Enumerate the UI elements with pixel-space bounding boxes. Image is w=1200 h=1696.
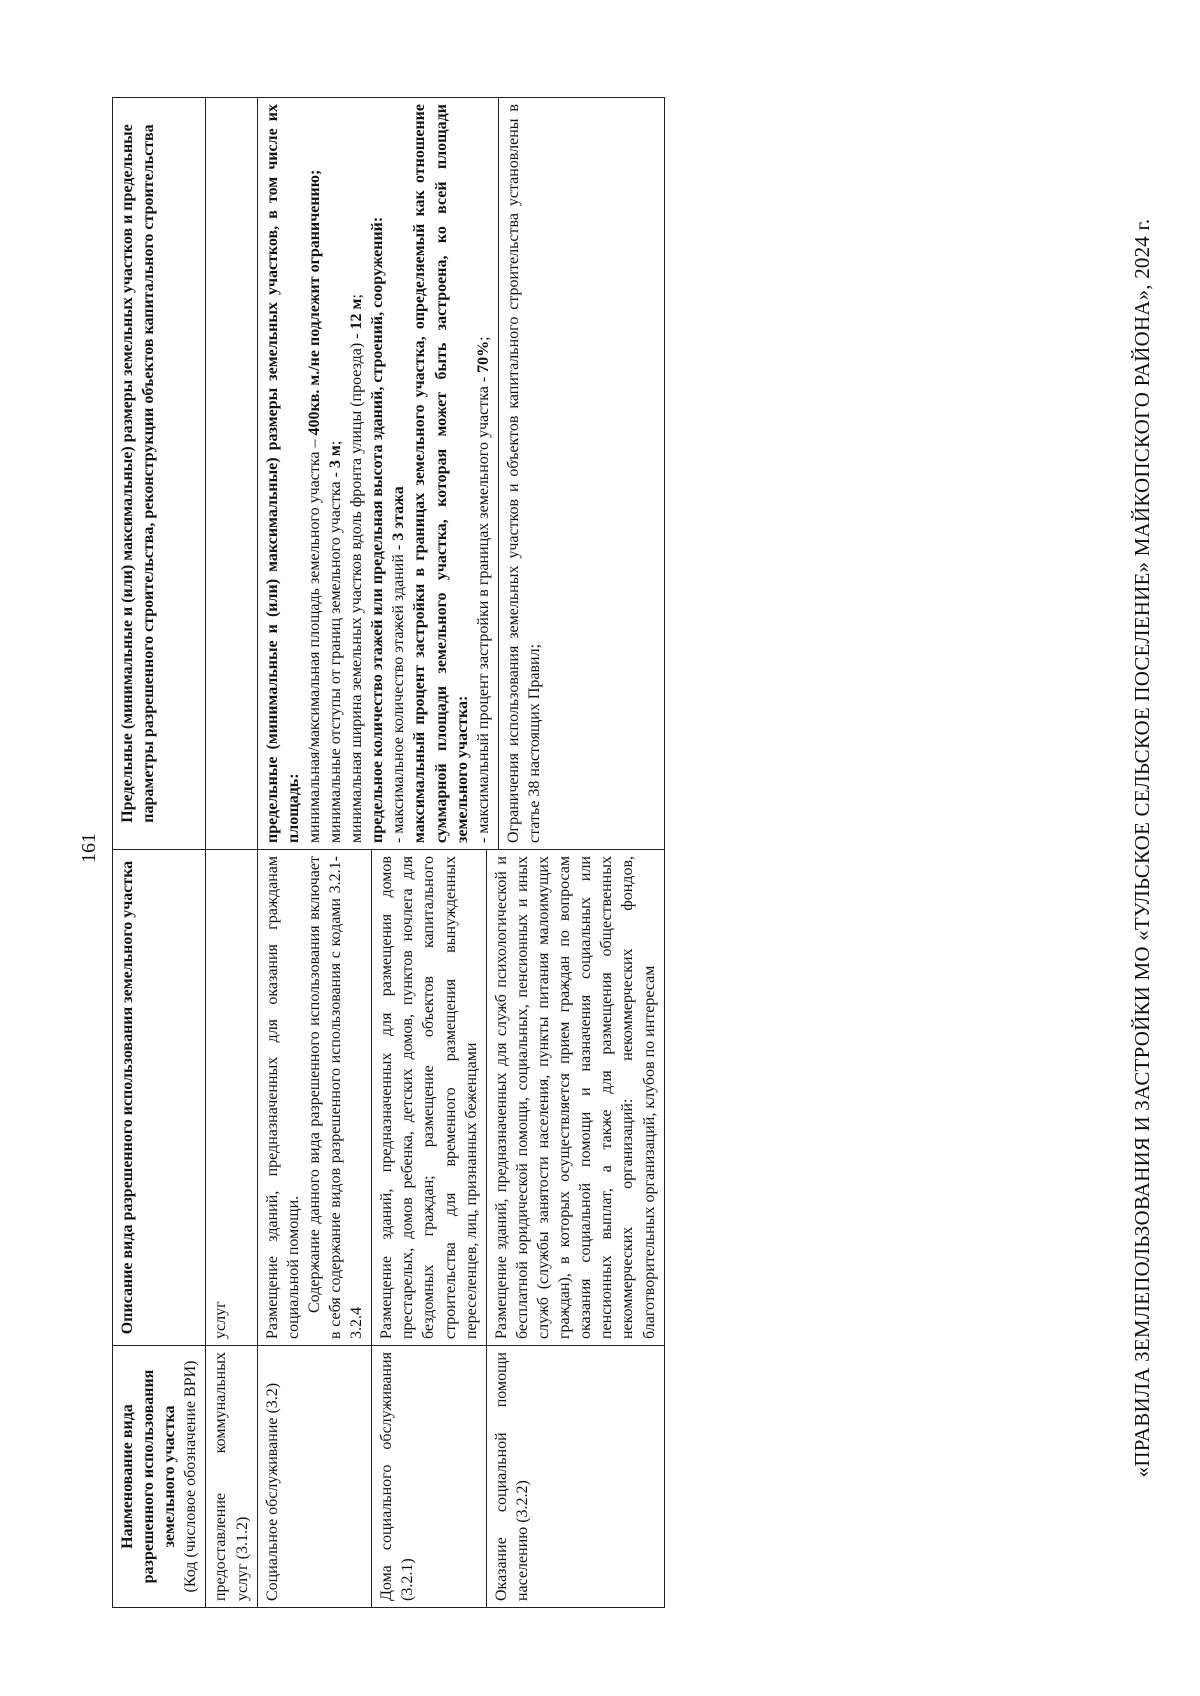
row-parameters-cell	[206, 98, 257, 850]
param-text: - максимальный процент застройки в границах земельного участка -	[474, 372, 492, 843]
header-description-column: Описание вида разрешенного использования земельного участка	[113, 850, 206, 1346]
param-text: минимальная/максимальная площадь земельного участка –	[305, 435, 323, 843]
header-code-text: (Код (числовое обозначение ВРИ)	[182, 1360, 200, 1593]
row-description-cell: Размещение зданий, предназначенных для служб психологической и бесплатной юридической помощи, социальных, пенсионных и иных служб (службы занятости населения, пункты питания малоимущих граждан), в которых осуществляется прием граждан по вопросам оказания социальной помощи и назначения социальных или пенсионных выплат, а также для размещения общественных некоммерческих организаций: некоммерческих фондов, благотворительных организаций, клубов по интересам	[486, 850, 664, 1346]
table-row	[257, 98, 372, 1608]
row-parameters-cell	[257, 98, 664, 850]
param-value: 3 м	[326, 445, 344, 469]
header-parameters-column: Предельные (минимальные и (или) максимальные) размеры земельных участков и предельные параметры разрешенного строительства, реконструкции объектов капитального строительства	[113, 98, 206, 850]
page-number: 161	[78, 833, 100, 863]
header-name-column	[113, 1346, 206, 1608]
param-text: ;	[474, 336, 492, 341]
table-header-row	[113, 98, 206, 1608]
row-description-cell: Размещение зданий, предназначенных для размещения домов престарелых, домов ребенка, детских домов, пунктов ночлега для бездомных граждан; размещение объектов капитального строительства для временного размещения вынужденных переселенцев, лиц, признанных беженцами	[372, 850, 487, 1346]
row-name-cell: Социальное обслуживание (3.2)	[257, 1346, 372, 1608]
param-text: ;	[348, 294, 366, 299]
row-description-cell	[257, 850, 372, 1346]
param-value: 400кв. м./не подлежит ограничению;	[305, 169, 323, 436]
document-footer: «ПРАВИЛА ЗЕМЛЕПОЛЬЗОВАНИЯ И ЗАСТРОЙКИ МО «ТУЛЬСКОЕ СЕЛЬСКОЕ ПОСЕЛЕНИЕ» МАЙКОПСКОГО РАЙОНА», 2024 г.	[1130, 218, 1154, 1478]
param-value: 12 м	[348, 298, 366, 330]
params-heading: максимальный процент застройки в границах земельного участка, определяемый как отношение суммарной площади земельного участка, которая может быть застроена, ко всей площади земельного участка:	[411, 104, 471, 843]
params-heading: предельное количество этажей или предельная высота зданий, строений, сооружений:	[369, 216, 387, 843]
params-heading: предельные (минимальные и (или) максимальные) размеры земельных участков, в том числе их площадь:	[263, 104, 302, 843]
param-value: 3 этажа	[390, 486, 408, 541]
restrictions-paragraph: Ограничения использования земельных участков и объектов капитального строительства установлены в статье 38 настоящих Правил;	[498, 98, 545, 849]
param-value: 70%	[474, 340, 492, 373]
row-description-cell: услуг	[206, 850, 257, 1346]
description-paragraph: Содержание данного вида разрешенного использования включает в себя содержание видов разрешенного использования с кодами 3.2.1-3.2.4	[305, 856, 366, 1339]
row-name-cell: Оказание социальной помощи населению (3.2.2)	[486, 1346, 664, 1608]
param-text: - максимальное количество этажей зданий -	[390, 540, 408, 843]
description-paragraph: Размещение зданий, предназначенных для оказания гражданам социальной помощи.	[263, 856, 302, 1339]
param-text: ;	[326, 440, 344, 446]
header-name-text: Наименование вида разрешенного использования земельного участка	[119, 1369, 179, 1584]
param-text: минимальная ширина земельных участков вдоль фронта улицы (проезда) -	[348, 329, 366, 843]
table-row	[206, 98, 257, 1608]
row-name-cell: Дома социального обслуживания (3.2.1)	[372, 1346, 487, 1608]
land-use-table	[112, 97, 665, 1608]
param-text: минимальные отступы от границ земельного участка -	[326, 468, 344, 843]
row-name-cell: предоставление коммунальных услуг (3.1.2)	[206, 1346, 257, 1608]
